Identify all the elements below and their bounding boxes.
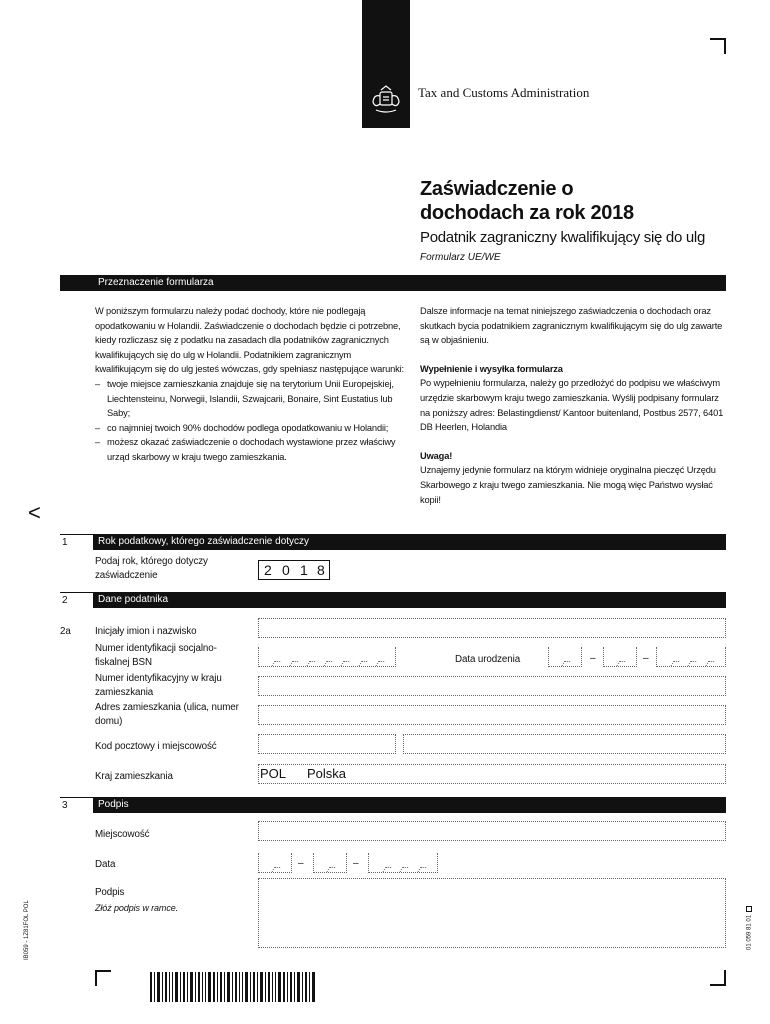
condition-item: – co najmniej twoich 90% dochodów podlega opodatkowaniu w Holandii; — [95, 421, 407, 436]
signature-hint: Złóż podpis w ramce. — [95, 903, 179, 913]
signature-label: Podpis — [95, 887, 125, 898]
bsn-label: Numer identyfikacji socjalno-fiskalnej BSN — [95, 643, 217, 668]
intro-left-column — [95, 304, 407, 465]
comb-tick — [289, 661, 298, 666]
form-code: Formularz UE/WE — [420, 252, 501, 263]
section-num-2: 2 — [60, 592, 93, 608]
postal-label: Kod pocztowy i miejscowość — [95, 741, 217, 752]
condition-item: – możesz okazać zaświadczenie o dochodach wystawione przez właściwy urząd skarbowy w kraju twego zamieszkania. — [95, 435, 407, 464]
year-digit: 1 — [300, 562, 308, 578]
section-label-intro: Przeznaczenie formularza — [98, 277, 214, 288]
section-num-3: 3 — [60, 797, 93, 813]
comb-tick — [375, 661, 384, 666]
page-subtitle: Podatnik zagraniczny kwalifikujący się do ulg — [420, 229, 705, 246]
note-heading: Uwaga! — [420, 450, 453, 461]
filling-heading: Wypełnienie i wysyłka formularza — [420, 363, 563, 374]
dob-month-input[interactable] — [603, 647, 637, 667]
comb-tick — [272, 661, 281, 666]
date-label: Data — [95, 859, 116, 870]
year-digit: 0 — [282, 562, 290, 578]
comb-tick — [617, 661, 626, 666]
corner-mark-bottom-left — [95, 970, 111, 986]
bsn-input[interactable] — [258, 647, 396, 667]
city-input[interactable] — [403, 734, 726, 754]
dob-label: Data urodzenia — [455, 654, 521, 665]
year-field[interactable] — [258, 560, 330, 580]
comb-tick — [670, 661, 679, 666]
title-line-1: Zaświadczenie o — [420, 178, 574, 200]
date-year-input[interactable] — [368, 853, 438, 873]
checkbox-square-icon — [746, 906, 752, 912]
date-month-input[interactable] — [313, 853, 347, 873]
comb-tick — [562, 661, 571, 666]
place-input[interactable] — [258, 821, 726, 841]
postal-code-input[interactable] — [258, 734, 396, 754]
date-separator: – — [353, 858, 359, 869]
section-label-2: Dane podatnika — [98, 594, 169, 605]
comb-tick — [688, 661, 697, 666]
date-separator: – — [643, 653, 649, 664]
date-separator: – — [298, 858, 304, 869]
address-label: Adres zamieszkania (ulica, numer domu) — [95, 702, 239, 727]
page-title — [420, 177, 720, 225]
section-bar-3 — [60, 797, 726, 813]
comb-tick — [417, 867, 426, 872]
date-day-input[interactable] — [258, 853, 292, 873]
comb-tick — [358, 661, 367, 666]
section-label-3: Podpis — [98, 799, 129, 810]
form-id-right-text: 01 059 81 01 — [746, 914, 753, 950]
country-name: Polska — [307, 766, 347, 781]
filling-paragraph: Po wypełnieniu formularza, należy go przedłożyć do podpisu we właściwym urzędzie skarbowym kraju twego zamieszkania. Wyślij podpisany formularz na poniższy adres: Belastingdienst/ Kantoor buitenland, Postbus 2577, 6401 DB Heerlen, Holandia — [420, 378, 724, 433]
country-label: Kraj zamieszkania — [95, 771, 173, 782]
intro-paragraph: W poniższym formularzu należy podać dochody, które nie podlegają opodatkowaniu w Holandii. Zaświadczenie o dochodach będzie ci potrzebne, kiedy rozliczasz się z podatku na zasadach dla podatników zagranicznych kwalifikujących się do ulg w Holandii. Podatnikiem zagranicznym kwalifikującym się do ulg jesteś wówczas, gdy spełniasz następujące warunki: — [95, 306, 404, 375]
corner-mark-bottom-right — [710, 970, 726, 986]
crest-icon — [368, 82, 404, 116]
address-input[interactable] — [258, 705, 726, 725]
condition-item: – twoje miejsce zamieszkania znajduje się na terytorium Unii Europejskiej, Liechtensteinu, Norwegii, Islandii, Szwajcarii, Bonaire, Sint Eustatius lub Saby; — [95, 377, 407, 421]
initials-label: Inicjały imion i nazwisko — [95, 626, 197, 637]
section-label-1: Rok podatkowy, którego zaświadczenie dotyczy — [98, 536, 310, 547]
comb-tick — [306, 661, 315, 666]
place-label: Miejscowość — [95, 829, 150, 840]
section-bar-1 — [60, 534, 726, 550]
back-arrow-icon[interactable]: < — [28, 500, 41, 525]
section-num-blank — [60, 275, 93, 291]
comb-tick — [382, 867, 391, 872]
subsection-num-2a: 2a — [60, 626, 71, 637]
year-digit: 8 — [317, 562, 325, 578]
info-paragraph: Dalsze informacje na temat niniejszego zaświadczenia o dochodach oraz skutkach bycia podatnikiem zagranicznym kwalifikującym się do ulg zawarte są w objaśnieniu. — [420, 306, 723, 346]
form-id-left: IB059 - 1Z81FOL POL — [24, 900, 30, 960]
comb-tick — [272, 867, 281, 872]
foreign-id-input[interactable] — [258, 676, 726, 696]
country-input[interactable] — [258, 764, 726, 784]
section-bar-intro — [60, 275, 726, 291]
note-paragraph: Uznajemy jedynie formularz na którym widnieje oryginalna pieczęć Urzędu Skarbowego z kraju twego zamieszkania. Nie mogą więc Państwo wysłać kopii! — [420, 465, 716, 505]
intro-right-column — [420, 304, 726, 507]
signature-box[interactable] — [258, 878, 726, 948]
initials-input[interactable] — [258, 618, 726, 638]
date-separator: – — [590, 653, 596, 664]
form-id-right — [746, 906, 753, 950]
foreign-id-label: Numer identyfikacyjny w kraju zamieszkania — [95, 673, 222, 698]
title-line-2: dochodach za rok 2018 — [420, 202, 634, 224]
corner-mark-top-right — [710, 38, 726, 54]
org-name: Tax and Customs Administration — [418, 85, 590, 100]
country-code: POL — [260, 766, 287, 781]
conditions-list — [95, 377, 407, 465]
comb-tick — [705, 661, 714, 666]
dob-day-input[interactable] — [548, 647, 582, 667]
year-label: Podaj rok, którego dotyczy zaświadczenie — [95, 556, 208, 581]
section-bar-2 — [60, 592, 726, 608]
comb-tick — [324, 661, 333, 666]
year-digit: 2 — [264, 562, 272, 578]
comb-tick — [400, 867, 409, 872]
barcode-icon — [150, 972, 316, 1002]
comb-tick — [327, 867, 336, 872]
comb-tick — [341, 661, 350, 666]
section-num-1: 1 — [60, 534, 93, 550]
dob-year-input[interactable] — [656, 647, 726, 667]
